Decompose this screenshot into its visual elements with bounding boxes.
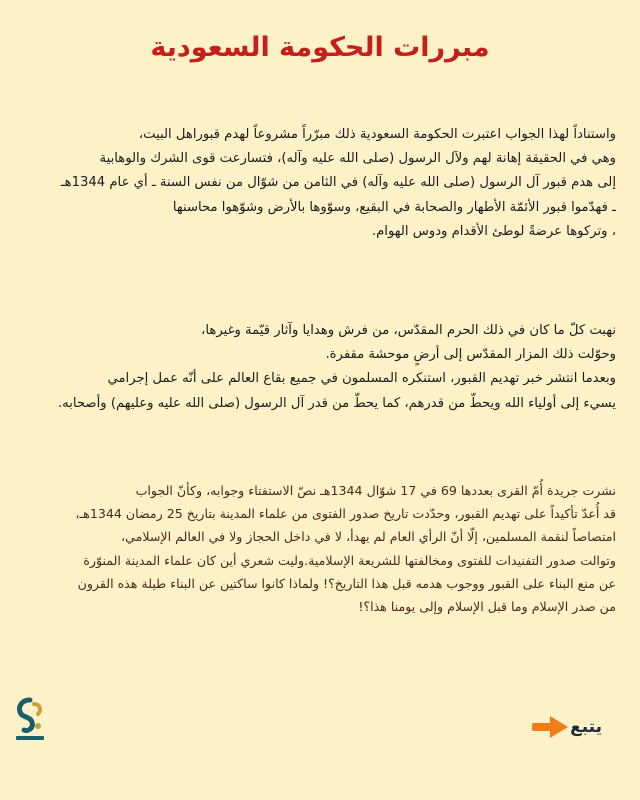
paragraph-1 <box>14 123 616 244</box>
next-label: يتبع <box>570 717 602 737</box>
arrow-right-icon <box>530 715 570 739</box>
paragraph-1-line: ـ فهدّموا قبور الأئمّة الأطهار والصحابة في البقيع، وسوّوها بالأرض وشوّهوا محاسنها <box>172 199 616 215</box>
next-indicator[interactable] <box>530 710 616 744</box>
paragraph-1-line: إلى هدم قبور آل الرسول (صلى الله عليه وآله) في الثامن من شوّال من نفس السنة ـ أي عام 1344هـ <box>60 175 616 191</box>
paragraph-3-line: من صدر الإسلام وما قبل الإسلام وإلى يومنا هذا؟! <box>358 599 616 615</box>
paragraph-3-line: نشرت جريدة أُمّ القرى بعددها 69 في 17 شوّال 1344هـ نصّ الاستفتاء وجوابه، وكأنّ الجواب <box>135 483 616 498</box>
paragraph-1-line: وهي في الحقيقة إهانة لهم ولآل الرسول (صلى الله عليه وآله)، فتسارعت قوى الشرك والوهابية <box>99 151 616 167</box>
paragraph-3-line: عن منع البناء على القبور ووجوب هدمه قبل هذا التاريخ؟! ولماذا كانوا ساكتين عن البناء طيلة هذه القرون <box>77 575 616 591</box>
paragraph-3 <box>14 479 616 618</box>
page-title: مبررات الحكومة السعودية <box>150 32 490 63</box>
brand-logo-icon <box>12 696 48 744</box>
paragraph-3-line: امتصاصاً لنقمة المسلمين، إلّا أنّ الرأي العام لم يهدأ، لا في داخل الحجاز ولا في العالم الإسلامي، <box>121 529 616 545</box>
paragraph-2-line: نهبت كلّ ما كان في ذلك الحرم المقدّس، من فرش وهدايا وآثار قيّمة وغيرها، <box>201 323 616 338</box>
paragraph-1-line: واستناداً لهذا الجواب اعتبرت الحكومة السعودية ذلك مبرّراً مشروعاً لهدم قبوراهل البيت، <box>138 127 616 142</box>
paragraph-2-line: وحوّلت ذلك المزار المقدّس إلى أرضٍ موحشة مقفرة. <box>325 347 616 363</box>
paragraph-3-line: وتوالت صدور التفنيدات للفتوى ومخالفتها للشريعة الإسلامية.وليت شعري أين كان علماء المدينة المنوّرة <box>83 552 616 568</box>
paragraph-2 <box>14 319 616 416</box>
paragraph-2-line: يسيء إلى أولياء الله ويحطّ من قدرهم، كما يحطّ من قدر آل الرسول (صلى الله عليه وعليهم) وأصحابه. <box>57 395 616 411</box>
paragraph-2-line: وبعدما انتشر خبر تهديم القبور، استنكره المسلمون في جميع بقاع العالم على أنّه عمل إجرامي <box>107 371 616 387</box>
paragraph-1-line: ، وتركوها عرضةً لوطئ الأقدام ودوس الهوام. <box>371 223 616 239</box>
paragraph-3-line: قد أُعدّ تأكيداً على تهديم القبور، وحدّدت تاريخ صدور الفتوى من علماء المدينة بتاريخ 25 رمضان 1344هـ، <box>75 506 616 522</box>
